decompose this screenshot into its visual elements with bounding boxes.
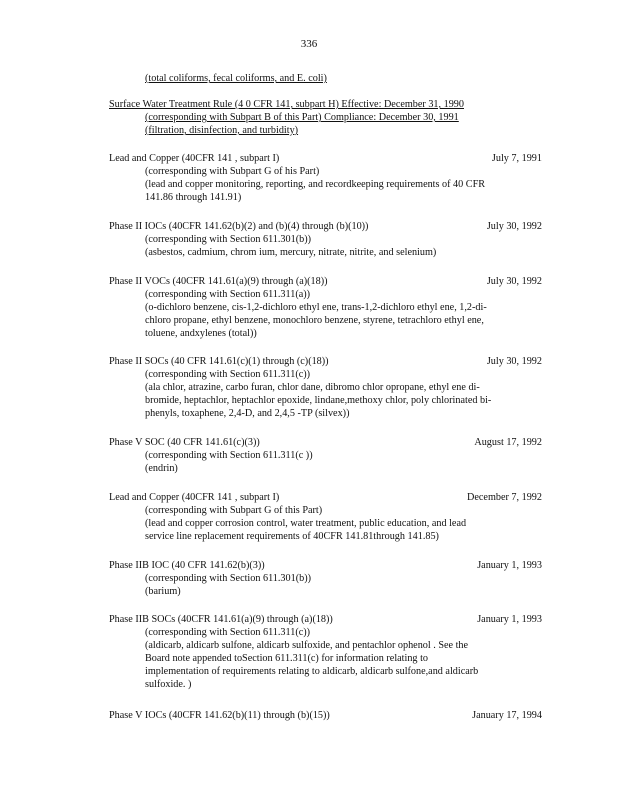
entry-title: Phase V SOC (40 CFR 141.61(c)(3))	[109, 437, 260, 448]
entry-line: (endrin)	[145, 463, 178, 474]
entry-date: January 17, 1994	[472, 710, 542, 721]
entry-line: (asbestos, cadmium, chrom ium, mercury, nitrate, nitrite, and selenium)	[145, 247, 437, 258]
swtr-line-3: (filtration, disinfection, and turbidity)	[145, 125, 299, 136]
entry-date: January 1, 1993	[477, 560, 542, 571]
entry-line: (corresponding with Subpart G of his Part)	[145, 166, 320, 177]
entry-line: (lead and copper corrosion control, water treatment, public education, and lead	[145, 518, 467, 529]
entry-line: (aldicarb, aldicarb sulfone, aldicarb sulfoxide, and pentachlor ophenol . See the	[145, 640, 469, 651]
entry-line: (corresponding with Section 611.311(c ))	[145, 450, 313, 461]
entry-line: (corresponding with Section 611.301(b))	[145, 234, 311, 245]
entry-title: Lead and Copper (40CFR 141 , subpart I)	[109, 153, 280, 164]
entry-line: chloro propane, ethyl benzene, monochloro benzene, styrene, tetrachloro ethyl ene,	[145, 315, 484, 326]
page-number: 336	[300, 38, 318, 50]
entry-line: (corresponding with Section 611.311(c))	[145, 369, 311, 380]
swtr-line-2: (corresponding with Subpart B of this Part) Compliance: December 30, 1991	[145, 112, 459, 123]
entry-line: toluene, andxylenes (total))	[145, 328, 257, 339]
entry-date: January 1, 1993	[477, 614, 542, 625]
entry-line: (o-dichloro benzene, cis-1,2-dichloro ethyl ene, trans-1,2-dichloro ethyl ene, 1,2-di-	[145, 302, 487, 313]
entry-date: July 30, 1992	[486, 356, 542, 367]
entry-line: phenyls, toxaphene, 2,4-D, and 2,4,5 -TP (silvex))	[145, 408, 350, 419]
entry-line: (corresponding with Section 611.311(a))	[145, 289, 311, 300]
entry-title: Phase IIB SOCs (40CFR 141.61(a)(9) through (a)(18))	[109, 614, 333, 625]
entry-title: Phase IIB IOC (40 CFR 141.62(b)(3))	[109, 560, 265, 571]
continuation-line: (total coliforms, fecal coliforms, and E. coli)	[145, 73, 327, 84]
entry-line: (corresponding with Section 611.301(b))	[145, 573, 311, 584]
entry-title: Phase II IOCs (40CFR 141.62(b)(2) and (b)(4) through (b)(10))	[109, 221, 369, 232]
entry-date: December 7, 1992	[467, 492, 542, 503]
entry-line: implementation of requirements relating to aldicarb, aldicarb sulfone,and aldicarb	[145, 666, 479, 677]
entry-line: 141.86 through 141.91)	[145, 192, 242, 203]
entry-title: Phase II VOCs (40CFR 141.61(a)(9) through (a)(18))	[109, 276, 328, 287]
entry-title: Lead and Copper (40CFR 141 , subpart I)	[109, 492, 280, 503]
entry-line: Board note appended toSection 611.311(c) for information relating to	[145, 653, 429, 664]
swtr-line-1: Surface Water Treatment Rule (4 0 CFR 141, subpart H) Effective: December 31, 1990	[109, 99, 464, 110]
entry-date: July 7, 1991	[491, 153, 542, 164]
entry-line: bromide, heptachlor, heptachlor epoxide, lindane,methoxy chlor, poly chlorinated bi-	[145, 395, 492, 406]
entry-line: (barium)	[145, 586, 181, 597]
entry-date: July 30, 1992	[486, 276, 542, 287]
entry-line: service line replacement requirements of 40CFR 141.81through 141.85)	[145, 531, 439, 542]
entry-date: August 17, 1992	[474, 437, 542, 448]
entry-date: July 30, 1992	[486, 221, 542, 232]
entry-title: Phase V IOCs (40CFR 141.62(b)(11) through (b)(15))	[109, 710, 330, 721]
entry-line: sulfoxide. )	[145, 679, 192, 690]
entry-line: (lead and copper monitoring, reporting, and recordkeeping requirements of 40 CFR	[145, 179, 486, 190]
entry-title: Phase II SOCs (40 CFR 141.61(c)(1) through (c)(18))	[109, 356, 329, 367]
entry-line: (ala chlor, atrazine, carbo furan, chlor dane, dibromo chlor opropane, ethyl ene di-	[145, 382, 480, 393]
entry-line: (corresponding with Subpart G of this Part)	[145, 505, 323, 516]
entry-line: (corresponding with Section 611.311(c))	[145, 627, 311, 638]
